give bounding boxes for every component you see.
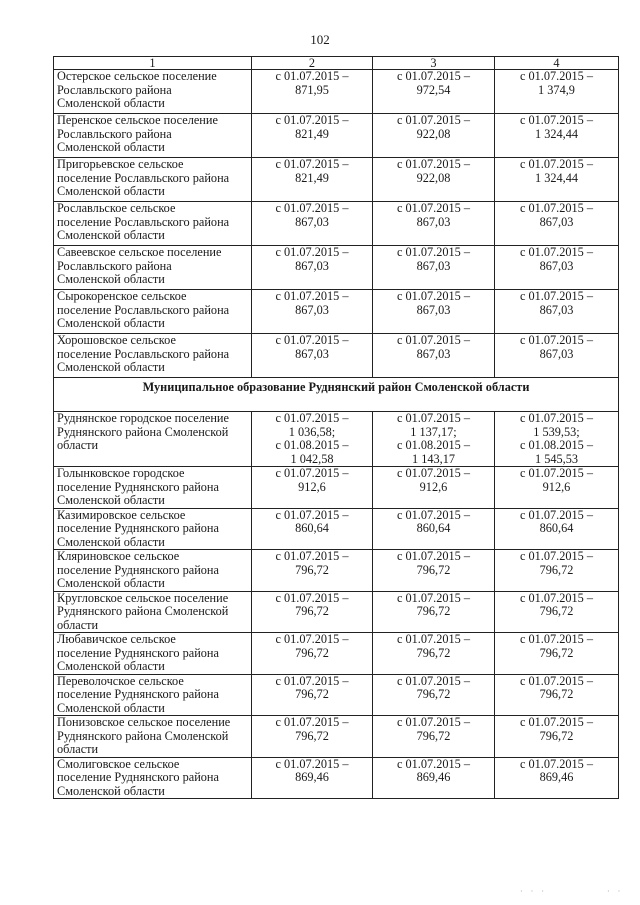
tariff-col4-cell-line: с 01.07.2015 –: [519, 632, 594, 646]
tariff-col2-cell: [252, 508, 373, 550]
table-row: [54, 70, 619, 114]
tariff-col3-cell: [373, 757, 495, 799]
settlement-name-cell-line: Кругловское сельское поселение: [57, 590, 229, 605]
tariff-col4-cell-line: с 01.07.2015 –: [519, 590, 594, 605]
tariff-col3-cell-line: 922,08: [416, 126, 451, 141]
column-number-row: [54, 57, 619, 70]
tariff-col2-cell-line: с 01.07.2015 –: [275, 201, 349, 215]
tariff-col3-cell: [373, 674, 495, 716]
tariff-col4-cell-line: 1 324,44: [534, 170, 579, 185]
table-row: [54, 508, 619, 550]
settlement-name-cell-line: поселение Рославльского района: [57, 346, 230, 361]
tariff-col2-cell-line: с 01.07.2015 –: [275, 333, 349, 347]
tariff-col2-cell-line: с 01.07.2015 –: [275, 756, 349, 771]
tariff-col3-cell: [373, 591, 495, 633]
tariff-col4-cell-line: 912,6: [542, 479, 571, 494]
settlement-name-cell-line: Рославльское сельское: [57, 201, 176, 215]
settlement-name-cell: [54, 674, 252, 716]
tariff-col3-cell: [373, 158, 495, 202]
tariff-col2-cell-line: 860,64: [295, 521, 329, 535]
tariff-col4-cell-line: 796,72: [539, 728, 574, 743]
tariff-col3-cell-line: 796,72: [416, 604, 451, 618]
section-title: Муниципальное образование Руднянский район Смоленской области: [54, 378, 619, 412]
settlement-name-cell-line: Смоленской области: [57, 272, 165, 286]
tariff-col2-cell: [252, 114, 373, 158]
tariff-col3-cell-line: 796,72: [416, 645, 451, 660]
settlement-name-cell-line: Смоленской области: [57, 184, 165, 198]
tariff-col3-cell-line: 867,03: [416, 346, 451, 361]
settlement-name-cell-line: поселение Рославльского района: [57, 214, 230, 229]
tariff-col3-cell-line: 922,08: [416, 170, 451, 185]
settlement-name-cell: [54, 550, 252, 592]
tariff-col3-cell: [373, 412, 495, 467]
tariff-col3-cell: [373, 334, 495, 378]
tariff-col4-cell: [495, 550, 619, 592]
tariff-col2-cell-line: 821,49: [295, 170, 329, 185]
tariff-col2-cell: [252, 334, 373, 378]
tariff-col2-cell-line: 869,46: [295, 770, 329, 784]
tariff-col2-cell: [252, 158, 373, 202]
tariff-col4-cell-line: с 01.07.2015 –: [519, 157, 594, 171]
tariff-col2-cell-line: с 01.07.2015 –: [275, 549, 349, 563]
table-row: [54, 716, 619, 758]
tariff-col2-cell: [252, 716, 373, 758]
table-row: [54, 114, 619, 158]
tariff-col2-cell-line: с 01.07.2015 –: [275, 673, 349, 688]
settlement-name-cell-line: Руднянского района Смоленской: [57, 728, 229, 743]
tariff-col2-cell: [252, 757, 373, 799]
settlement-name-cell-line: Сырокоренское сельское: [57, 289, 187, 303]
tariff-col2-cell-line: с 01.07.2015 –: [275, 69, 349, 83]
settlement-name-cell-line: Смоленской области: [57, 316, 165, 330]
settlement-name-cell-line: поселение Руднянского района: [57, 770, 219, 784]
tariff-col2-cell-line: с 01.07.2015 –: [275, 245, 349, 259]
tariff-col3-cell-line: 912,6: [419, 479, 448, 494]
settlement-name-cell-line: Смоленской области: [57, 96, 165, 110]
tariff-col4-cell-line: с 01.07.2015 –: [519, 113, 594, 127]
tariff-col3-cell-line: с 01.07.2015 –: [396, 715, 471, 729]
tariff-col4-cell-line: 1 539,53;: [533, 424, 580, 439]
scan-marks: · · · · ·: [520, 887, 624, 896]
settlement-name-cell-line: Смоленской области: [57, 700, 165, 715]
settlement-name-cell: [54, 202, 252, 246]
tariff-col4-cell: [495, 591, 619, 633]
tariff-col3-cell: [373, 467, 495, 509]
tariff-col2-cell-line: с 01.07.2015 –: [275, 411, 349, 425]
settlement-name-cell-line: поселение Руднянского района: [57, 562, 219, 577]
tariff-col2-cell: [252, 591, 373, 633]
settlement-name-cell: [54, 114, 252, 158]
tariff-col2-cell-line: 912,6: [298, 479, 326, 494]
tariff-col2-cell-line: 1 036,58;: [288, 424, 336, 439]
settlement-name-cell-line: Смоленской области: [57, 360, 165, 374]
settlement-name-cell: [54, 412, 252, 467]
settlement-name-cell-line: Остерское сельское поселение: [57, 69, 217, 83]
tariff-col2-cell: [252, 633, 373, 675]
settlement-name-cell-line: области: [57, 742, 99, 756]
tariff-col4-cell-line: с 01.07.2015 –: [519, 715, 594, 729]
tariff-col3-cell-line: с 01.07.2015 –: [396, 157, 471, 171]
tariff-col3-cell-line: 867,03: [416, 214, 451, 229]
tariff-col2-cell-line: 796,72: [295, 728, 329, 743]
tariff-col3-cell-line: 796,72: [416, 728, 451, 743]
tariff-col2-cell-line: 1 042,58: [290, 451, 334, 466]
settlement-name-cell: [54, 70, 252, 114]
tariff-col4-cell-line: 796,72: [539, 645, 574, 660]
tariff-col4-cell-line: 796,72: [539, 687, 574, 701]
tariff-col4-cell-line: с 01.07.2015 –: [519, 245, 594, 259]
settlement-name-cell-line: Смоленской области: [57, 140, 165, 154]
tariff-col3-cell-line: 867,03: [416, 302, 451, 317]
tariff-col3-cell-line: 972,54: [416, 82, 451, 97]
tariff-col3-cell-line: с 01.07.2015 –: [396, 507, 471, 522]
settlement-name-cell-line: поселение Рославльского района: [57, 170, 230, 185]
settlement-name-cell-line: Понизовское сельское поселение: [57, 715, 231, 729]
column-header-4: 4: [495, 57, 619, 70]
tariff-col4-cell: [495, 70, 619, 114]
tariff-col4-cell: [495, 467, 619, 509]
settlement-name-cell-line: Руднянское городское поселение: [57, 411, 229, 425]
tariff-col4-cell-line: с 01.08.2015 –: [519, 438, 594, 452]
tariff-col2-cell-line: 796,72: [295, 562, 329, 577]
page-number: 102: [310, 32, 330, 47]
settlement-name-cell-line: поселение Руднянского района: [57, 521, 219, 535]
tariff-col4-cell-line: с 01.07.2015 –: [519, 507, 594, 522]
settlement-name-cell-line: Пригорьевское сельское: [57, 157, 184, 171]
tariff-col3-cell-line: с 01.07.2015 –: [396, 466, 471, 480]
table-row: [54, 550, 619, 592]
settlement-name-cell: [54, 334, 252, 378]
table-row: [54, 633, 619, 675]
column-header-2: 2: [252, 57, 373, 70]
tariff-col2-cell: [252, 550, 373, 592]
tariff-col4-cell: [495, 412, 619, 467]
tariff-table: [53, 56, 619, 799]
tariff-col2-cell-line: с 01.07.2015 –: [275, 715, 349, 729]
tariff-col4-cell-line: с 01.07.2015 –: [519, 411, 594, 425]
table-row: [54, 334, 619, 378]
tariff-col2-cell-line: с 01.08.2015 –: [275, 438, 349, 452]
tariff-col2-cell-line: с 01.07.2015 –: [275, 157, 349, 171]
table-row: [54, 591, 619, 633]
tariff-col2-cell-line: 796,72: [295, 645, 329, 660]
settlement-name-cell-line: поселение Руднянского района: [57, 687, 219, 701]
settlement-name-cell: [54, 633, 252, 675]
settlement-name-cell-line: Любавичское сельское: [57, 632, 176, 646]
section-row: [54, 378, 619, 412]
tariff-col2-cell: [252, 70, 373, 114]
table-row: [54, 674, 619, 716]
table-row: [54, 202, 619, 246]
tariff-col4-cell: [495, 716, 619, 758]
tariff-col4-cell-line: 867,03: [539, 258, 574, 273]
tariff-col2-cell-line: с 01.07.2015 –: [275, 113, 349, 127]
tariff-col4-cell-line: 867,03: [539, 346, 574, 361]
settlement-name-cell-line: Голынковское городское: [57, 466, 185, 480]
settlement-name-cell-line: Смоленской области: [57, 228, 165, 242]
settlement-name-cell-line: Смоленской области: [57, 534, 165, 549]
tariff-col4-cell-line: 1 324,44: [534, 126, 579, 141]
tariff-col3-cell-line: с 01.07.2015 –: [396, 289, 471, 303]
tariff-col4-cell-line: с 01.07.2015 –: [519, 289, 594, 303]
tariff-col3-cell: [373, 290, 495, 334]
tariff-col4-cell-line: с 01.07.2015 –: [519, 333, 594, 347]
tariff-col3-cell: [373, 716, 495, 758]
tariff-col2-cell-line: с 01.07.2015 –: [275, 632, 349, 646]
tariff-col3-cell-line: 867,03: [416, 258, 451, 273]
settlement-name-cell-line: Хорошовское сельское: [57, 333, 176, 347]
tariff-col2-cell: [252, 467, 373, 509]
tariff-col4-cell-line: с 01.07.2015 –: [519, 466, 594, 480]
settlement-name-cell: [54, 591, 252, 633]
settlement-name-cell: [54, 716, 252, 758]
tariff-col2-cell-line: с 01.07.2015 –: [275, 466, 349, 480]
settlement-name-cell-line: поселение Рославльского района: [57, 302, 230, 317]
tariff-col3-cell-line: 860,64: [416, 521, 451, 535]
table-row: [54, 467, 619, 509]
table-row: [54, 290, 619, 334]
tariff-col3-cell: [373, 550, 495, 592]
tariff-col4-cell-line: с 01.07.2015 –: [519, 549, 594, 563]
tariff-col3-cell-line: 796,72: [416, 687, 451, 701]
tariff-col4-cell: [495, 114, 619, 158]
tariff-col4-cell-line: 796,72: [539, 604, 574, 618]
tariff-col4-cell-line: с 01.07.2015 –: [519, 756, 594, 771]
tariff-col4-cell-line: 1 545,53: [534, 451, 579, 466]
settlement-name-cell-line: поселение Руднянского района: [57, 645, 219, 660]
tariff-col4-cell-line: 869,46: [539, 770, 574, 784]
tariff-col3-cell-line: с 01.07.2015 –: [396, 113, 471, 127]
table-row: [54, 246, 619, 290]
tariff-col3-cell-line: 796,72: [416, 562, 451, 577]
tariff-col4-cell: [495, 290, 619, 334]
settlement-name-cell: [54, 757, 252, 799]
tariff-col3-cell-line: с 01.07.2015 –: [396, 201, 471, 215]
settlement-name-cell-line: Перенское сельское поселение: [57, 113, 218, 127]
tariff-col3-cell: [373, 202, 495, 246]
settlement-name-cell: [54, 246, 252, 290]
tariff-col4-cell-line: с 01.07.2015 –: [519, 69, 594, 83]
tariff-col2-cell-line: 867,03: [295, 258, 329, 273]
settlement-name-cell: [54, 158, 252, 202]
tariff-col4-cell: [495, 202, 619, 246]
tariff-col3-cell-line: с 01.07.2015 –: [396, 245, 471, 259]
tariff-col2-cell-line: 821,49: [295, 126, 329, 141]
settlement-name-cell-line: Рославльского района: [57, 258, 172, 273]
tariff-col3-cell: [373, 633, 495, 675]
tariff-col3-cell: [373, 114, 495, 158]
settlement-name-cell-line: Переволочское сельское: [57, 673, 184, 688]
settlement-name-cell-line: Смоленской области: [57, 659, 165, 673]
table-row: [54, 158, 619, 202]
settlement-name-cell-line: Рославльского района: [57, 82, 172, 97]
tariff-col2-cell-line: 796,72: [295, 604, 329, 618]
tariff-col2-cell-line: с 01.07.2015 –: [275, 590, 349, 605]
tariff-col2-cell-line: 867,03: [295, 214, 329, 229]
tariff-col3-cell: [373, 246, 495, 290]
tariff-col4-cell: [495, 508, 619, 550]
tariff-col3-cell-line: с 01.07.2015 –: [396, 549, 471, 563]
tariff-col4-cell: [495, 757, 619, 799]
tariff-col4-cell: [495, 158, 619, 202]
tariff-col2-cell-line: 796,72: [295, 687, 329, 701]
tariff-col3-cell-line: 869,46: [416, 770, 451, 784]
tariff-col2-cell: [252, 674, 373, 716]
settlement-name-cell: [54, 467, 252, 509]
column-header-3: 3: [373, 57, 495, 70]
tariff-col4-cell-line: с 01.07.2015 –: [519, 201, 594, 215]
tariff-col2-cell: [252, 412, 373, 467]
settlement-name-cell-line: области: [57, 617, 99, 632]
tariff-col3-cell: [373, 508, 495, 550]
tariff-col3-cell-line: с 01.07.2015 –: [396, 673, 471, 688]
tariff-col2-cell-line: 867,03: [295, 346, 329, 361]
settlement-name-cell-line: Казимировское сельское: [57, 507, 186, 522]
settlement-name-cell-line: Савеевское сельское поселение: [57, 245, 222, 259]
tariff-col4-cell-line: 796,72: [539, 562, 574, 577]
tariff-col4-cell-line: 867,03: [539, 302, 574, 317]
tariff-col3-cell-line: с 01.07.2015 –: [396, 333, 471, 347]
table-row: [54, 412, 619, 467]
tariff-col4-cell-line: 860,64: [539, 521, 574, 535]
tariff-col4-cell: [495, 334, 619, 378]
tariff-col4-cell-line: 1 374,9: [538, 82, 575, 97]
tariff-col2-cell: [252, 202, 373, 246]
tariff-col3-cell-line: с 01.07.2015 –: [396, 632, 471, 646]
tariff-col4-cell-line: 867,03: [539, 214, 574, 229]
tariff-col3-cell-line: 1 143,17: [411, 451, 456, 466]
tariff-col2-cell-line: 871,95: [295, 82, 329, 97]
table-row: [54, 757, 619, 799]
settlement-name-cell-line: Смоленской области: [57, 783, 165, 798]
settlement-name-cell-line: Рославльского района: [57, 126, 172, 141]
tariff-col4-cell: [495, 674, 619, 716]
tariff-col4-cell-line: с 01.07.2015 –: [519, 673, 594, 688]
settlement-name-cell: [54, 290, 252, 334]
settlement-name-cell-line: Кляриновское сельское: [57, 549, 180, 563]
tariff-col3-cell-line: с 01.07.2015 –: [396, 411, 471, 425]
tariff-col2-cell: [252, 290, 373, 334]
settlement-name-cell-line: Смолиговское сельское: [57, 756, 180, 771]
column-header-1: 1: [54, 57, 252, 70]
settlement-name-cell-line: Смоленской области: [57, 493, 165, 507]
settlement-name-cell-line: Смоленской области: [57, 576, 165, 590]
tariff-col2-cell: [252, 246, 373, 290]
tariff-col3-cell-line: с 01.07.2015 –: [396, 756, 471, 771]
settlement-name-cell-line: области: [57, 438, 99, 452]
tariff-col4-cell: [495, 246, 619, 290]
tariff-col3-cell-line: 1 137,17;: [410, 424, 457, 439]
tariff-col4-cell: [495, 633, 619, 675]
tariff-col3-cell-line: с 01.07.2015 –: [396, 69, 471, 83]
tariff-col3-cell-line: с 01.08.2015 –: [396, 438, 471, 452]
settlement-name-cell-line: Руднянского района Смоленской: [57, 604, 229, 618]
tariff-col2-cell-line: 867,03: [295, 302, 329, 317]
settlement-name-cell-line: поселение Руднянского района: [57, 479, 219, 494]
tariff-col2-cell-line: с 01.07.2015 –: [275, 289, 349, 303]
settlement-name-cell-line: Руднянского района Смоленской: [57, 424, 229, 439]
settlement-name-cell: [54, 508, 252, 550]
tariff-col2-cell-line: с 01.07.2015 –: [275, 507, 349, 522]
tariff-col3-cell-line: с 01.07.2015 –: [396, 590, 471, 605]
tariff-col3-cell: [373, 70, 495, 114]
